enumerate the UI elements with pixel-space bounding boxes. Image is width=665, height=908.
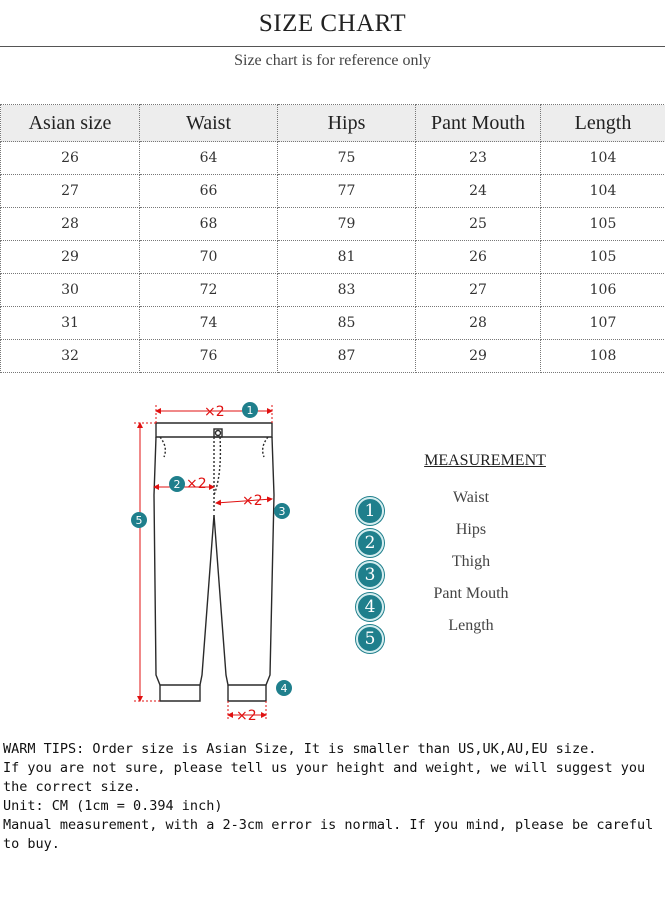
table-cell: 75 xyxy=(278,142,416,175)
table-cell: 29 xyxy=(416,340,541,373)
measurement-item-length xyxy=(356,617,586,655)
marker-1-number: 1 xyxy=(246,404,254,417)
table-row xyxy=(1,274,665,307)
table-cell: 108 xyxy=(541,340,665,373)
table-cell: 64 xyxy=(140,142,278,175)
measurement-label-thigh: Thigh xyxy=(451,553,491,570)
pants-diagram xyxy=(120,395,310,730)
table-cell: 66 xyxy=(140,175,278,208)
table-cell: 106 xyxy=(541,274,665,307)
marker-1 xyxy=(242,402,258,418)
column-header-pant-mouth: Pant Mouth xyxy=(416,105,541,142)
table-row xyxy=(1,307,665,340)
table-cell: 25 xyxy=(416,208,541,241)
hips-times-two-label: ×2 xyxy=(186,476,207,492)
marker-4-number: 4 xyxy=(280,682,288,695)
column-header-asian-size: Asian size xyxy=(1,105,140,142)
table-cell: 70 xyxy=(140,241,278,274)
table-cell: 81 xyxy=(278,241,416,274)
table-cell: 68 xyxy=(140,208,278,241)
table-cell: 87 xyxy=(278,340,416,373)
tips-line: WARM TIPS: Order size is Asian Size, It is smaller than US,UK,AU,EU size. xyxy=(3,741,597,757)
table-row xyxy=(1,175,665,208)
pants-outline xyxy=(154,423,274,701)
table-cell: 24 xyxy=(416,175,541,208)
marker-3 xyxy=(274,503,290,519)
table-cell: 105 xyxy=(541,241,665,274)
marker-3-number: 3 xyxy=(278,505,286,518)
table-row xyxy=(1,208,665,241)
measurement-label-hips: Hips xyxy=(455,521,487,538)
marker-4 xyxy=(276,680,292,696)
column-header-waist: Waist xyxy=(140,105,278,142)
table-cell: 29 xyxy=(1,241,140,274)
marker-2 xyxy=(169,476,185,492)
table-cell: 27 xyxy=(1,175,140,208)
table-cell: 105 xyxy=(541,208,665,241)
measurement-number-4: 4 xyxy=(356,593,384,621)
thigh-times-two-label: ×2 xyxy=(242,493,263,509)
table-cell: 76 xyxy=(140,340,278,373)
measurement-number-5: 5 xyxy=(356,625,384,653)
table-cell: 28 xyxy=(416,307,541,340)
measurement-number-1: 1 xyxy=(356,497,384,525)
measurement-label-pant-mouth: Pant Mouth xyxy=(433,585,509,602)
table-row xyxy=(1,142,665,175)
pant-mouth-times-two-label: ×2 xyxy=(236,708,257,724)
page-title: SIZE CHART xyxy=(258,10,407,37)
table-cell: 32 xyxy=(1,340,140,373)
table-header-row xyxy=(1,105,665,142)
table-cell: 26 xyxy=(1,142,140,175)
table-cell: 85 xyxy=(278,307,416,340)
table-cell: 104 xyxy=(541,175,665,208)
table-row xyxy=(1,241,665,274)
table-cell: 83 xyxy=(278,274,416,307)
column-header-hips: Hips xyxy=(278,105,416,142)
marker-2-number: 2 xyxy=(173,478,181,491)
column-header-length: Length xyxy=(541,105,665,142)
table-cell: 104 xyxy=(541,142,665,175)
measurement-label-waist: Waist xyxy=(452,489,490,506)
size-table xyxy=(0,104,665,373)
table-cell: 107 xyxy=(541,307,665,340)
table-cell: 74 xyxy=(140,307,278,340)
page-subtitle: Size chart is for reference only xyxy=(234,52,431,69)
tips-line: If you are not sure, please tell us your height and weight, we will suggest you the correct size. xyxy=(3,760,654,795)
measurement-number-3: 3 xyxy=(356,561,384,589)
table-cell: 77 xyxy=(278,175,416,208)
table-cell: 23 xyxy=(416,142,541,175)
title-divider xyxy=(0,46,665,47)
table-row xyxy=(1,340,665,373)
measurement-title: MEASUREMENT xyxy=(424,452,546,469)
table-cell: 72 xyxy=(140,274,278,307)
table-cell: 26 xyxy=(416,241,541,274)
marker-5-number: 5 xyxy=(135,514,143,527)
tips-line: Unit: CM (1cm = 0.394 inch) xyxy=(3,798,223,814)
measurement-label-length: Length xyxy=(448,617,494,634)
table-cell: 28 xyxy=(1,208,140,241)
marker-5 xyxy=(131,512,147,528)
table-cell: 30 xyxy=(1,274,140,307)
tips-line: Manual measurement, with a 2-3cm error is normal. If you mind, please be careful to buy. xyxy=(3,817,662,852)
table-cell: 31 xyxy=(1,307,140,340)
table-cell: 79 xyxy=(278,208,416,241)
table-cell: 27 xyxy=(416,274,541,307)
measurement-number-2: 2 xyxy=(356,529,384,557)
warm-tips xyxy=(3,740,662,854)
waist-times-two-label: ×2 xyxy=(204,404,225,420)
